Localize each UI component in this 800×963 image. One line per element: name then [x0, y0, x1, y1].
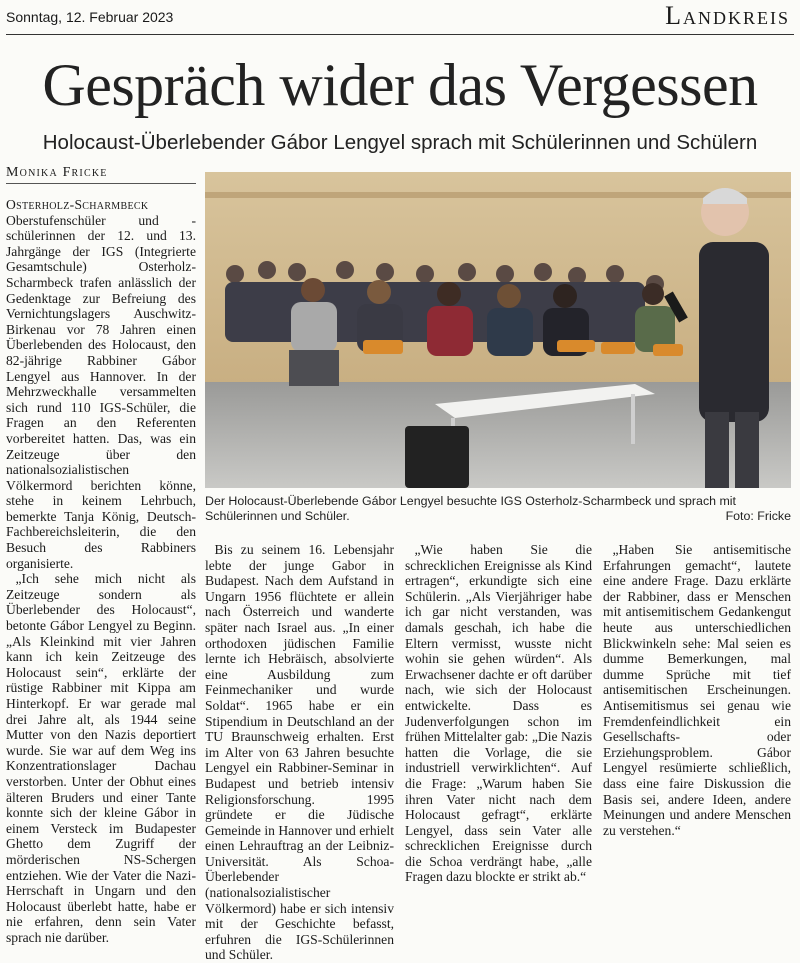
article-column-3	[405, 542, 592, 885]
paragraph-1	[6, 197, 196, 571]
photo-credit: Foto: Fricke	[725, 509, 791, 523]
photo-illustration	[205, 172, 791, 488]
section-title: Landkreis	[665, 1, 790, 30]
article-photo	[205, 172, 791, 488]
paragraph-text: „Wie haben Sie die schrecklichen Ereignisse als Kind ertragen“, erkundigte sich eine Schülerin. „Als Vierjähriger habe ich gar nicht verstanden, was damals geschah, ich habe die Eltern vermisst, wusste nicht wohin sie gehen würden“. Als Erwachsener dachte er oft darüber nach, wie sich der Holocaust entwickelte. Dass es Judenverfolgungen schon im frühen Mittelalter gab: „Die Nazis hatten die Vorlage, die sie industriell verwirklichten“. Auf die Frage: „Warum haben Sie ihren Vater nicht nach dem Holocaust gefragt“, erklärte Lengyel, dass sein Vater alle schrecklichen Ereignisse durch die Schoa verdrängt habe, „alle Fragen dazu blockte er strikt ab.“	[405, 542, 592, 885]
issue-date: Sonntag, 12. Februar 2023	[6, 9, 174, 25]
article-column-2	[205, 542, 394, 963]
paragraph-text: Oberstufenschüler und -schülerinnen der 12. und 13. Jahrgänge der IGS (Integrierte Gesamtschule) Osterholz-Scharmbeck trafen anlässlich der Gedenktage zur Befreiung des Vernichtungslagers Auschwitz-Birkenau vor 78 Jahren einen Überlebenden des Holocaust, den 82-jährige Rabbiner Gábor Lengyel aus Hannover. In der Mehrzweckhalle versammelten sich rund 110 IGS-Schüler, die Fragen an den Referenten vorbereitet hatten. Das, was ein Zeitzeuge über den nationalsozialistischen Völkermord berichten könne, stehe in keinem Lehrbuch, bemerkte Tanja König, Deutsch-Fachbereichsleiterin, die den Besuch des Rabbiners organisierte.	[6, 212, 196, 571]
author-byline: Monika Fricke	[6, 165, 196, 184]
paragraph-4	[405, 542, 592, 885]
dateline: Osterholz-Scharmbeck	[6, 197, 149, 212]
article-column-4	[603, 542, 791, 838]
article-column-1	[6, 197, 196, 945]
headline: Gespräch wider das Vergessen	[42, 52, 758, 118]
paragraph-text: Bis zu seinem 16. Lebensjahr lebte der junge Gabor in Budapest. Nach dem Aufstand in Ungarn 1956 flüchtete er allein nach Österreich und wanderte später nach Israel aus. „In einer orthodoxen jüdischen Familie lernte ich Hebräisch, absolvierte eine Ausbildung zum Feinmechaniker und wurde Soldat“. 1965 habe er ein Stipendium in Deutschland an der TU Braunschweig erhalten. Erst im Alter von 63 Jahren besuchte Lengyel ein Rabbiner-Seminar in Budapest und betrieb intensiv Religionsforschung. 1995 gründete er die Jüdische Gemeinde in Hannover und erhielt einen Lehrauftrag an der Leibniz-Universität. Als Schoa-Überlebender (nationalsozialistischer Völkermord) habe er sich intensiv mit der Geschichte befasst, erfuhren die IGS-Schülerinnen und Schüler.	[205, 542, 394, 963]
paragraph-5	[603, 542, 791, 838]
paragraph-text: „Ich sehe mich nicht als Zeitzeuge sondern als Überlebender des Holocaust“, betonte Gábor Lengyel zu Beginn. „Als Kleinkind mit vier Jahren kann ich kein Zeitzeuge des Holocaust sein“, erklärte der rüstige Rabbiner mit Kippa am Hinterkopf. Er war gerade mal drei Jahre alt, als 1944 seine Mutter von den Nazis deportiert wurde. Sie war auf dem Weg ins Konzentrationslager Dachau verstorben. Unter der Obhut eines älteren Bruders und einer Tante konnte sich der kleine Gábor in einem Versteck im Budapester Ghetto dem Zugriff der mörderischen NS-Schergen entziehen. Wie der Vater die Nazi-Herrschaft in Ungarn und den Holocaust überlebt hatte, habe er nie erfahren, denn sein Vater sprach nie darüber.	[6, 571, 196, 945]
paragraph-3	[205, 542, 394, 963]
paragraph-2	[6, 571, 196, 945]
page-header	[6, 0, 794, 35]
paragraph-text: „Haben Sie antisemitische Erfahrungen gemacht“, lautete eine andere Frage. Dazu erklärte der Rabbiner, dass er Menschen mit antisemitischem Gedankengut heute aus unterschiedlichen Blickwinkeln sehe: Mal seien es dumme Bemerkungen, mal dumme Sprüche mit tief antisemitischen Erscheinungen. Antisemitismus sei genau wie Fremdenfeindlichkeit ein Gesellschafts- oder Erziehungsproblem. Gábor Lengyel resümierte schließlich, dass eine faire Diskussion die Basis sei, andere Ideen, andere Meinungen und andere Menschen zu verstehen.“	[603, 542, 791, 838]
photo-caption	[205, 494, 791, 524]
subheadline: Holocaust-Überlebender Gábor Lengyel sprach mit Schülerinnen und Schülern	[42, 131, 758, 154]
caption-text: Der Holocaust-Überlebende Gábor Lengyel besuchte IGS Osterholz-Scharmbeck und sprach mit Schülerinnen und Schüler.	[205, 494, 736, 523]
